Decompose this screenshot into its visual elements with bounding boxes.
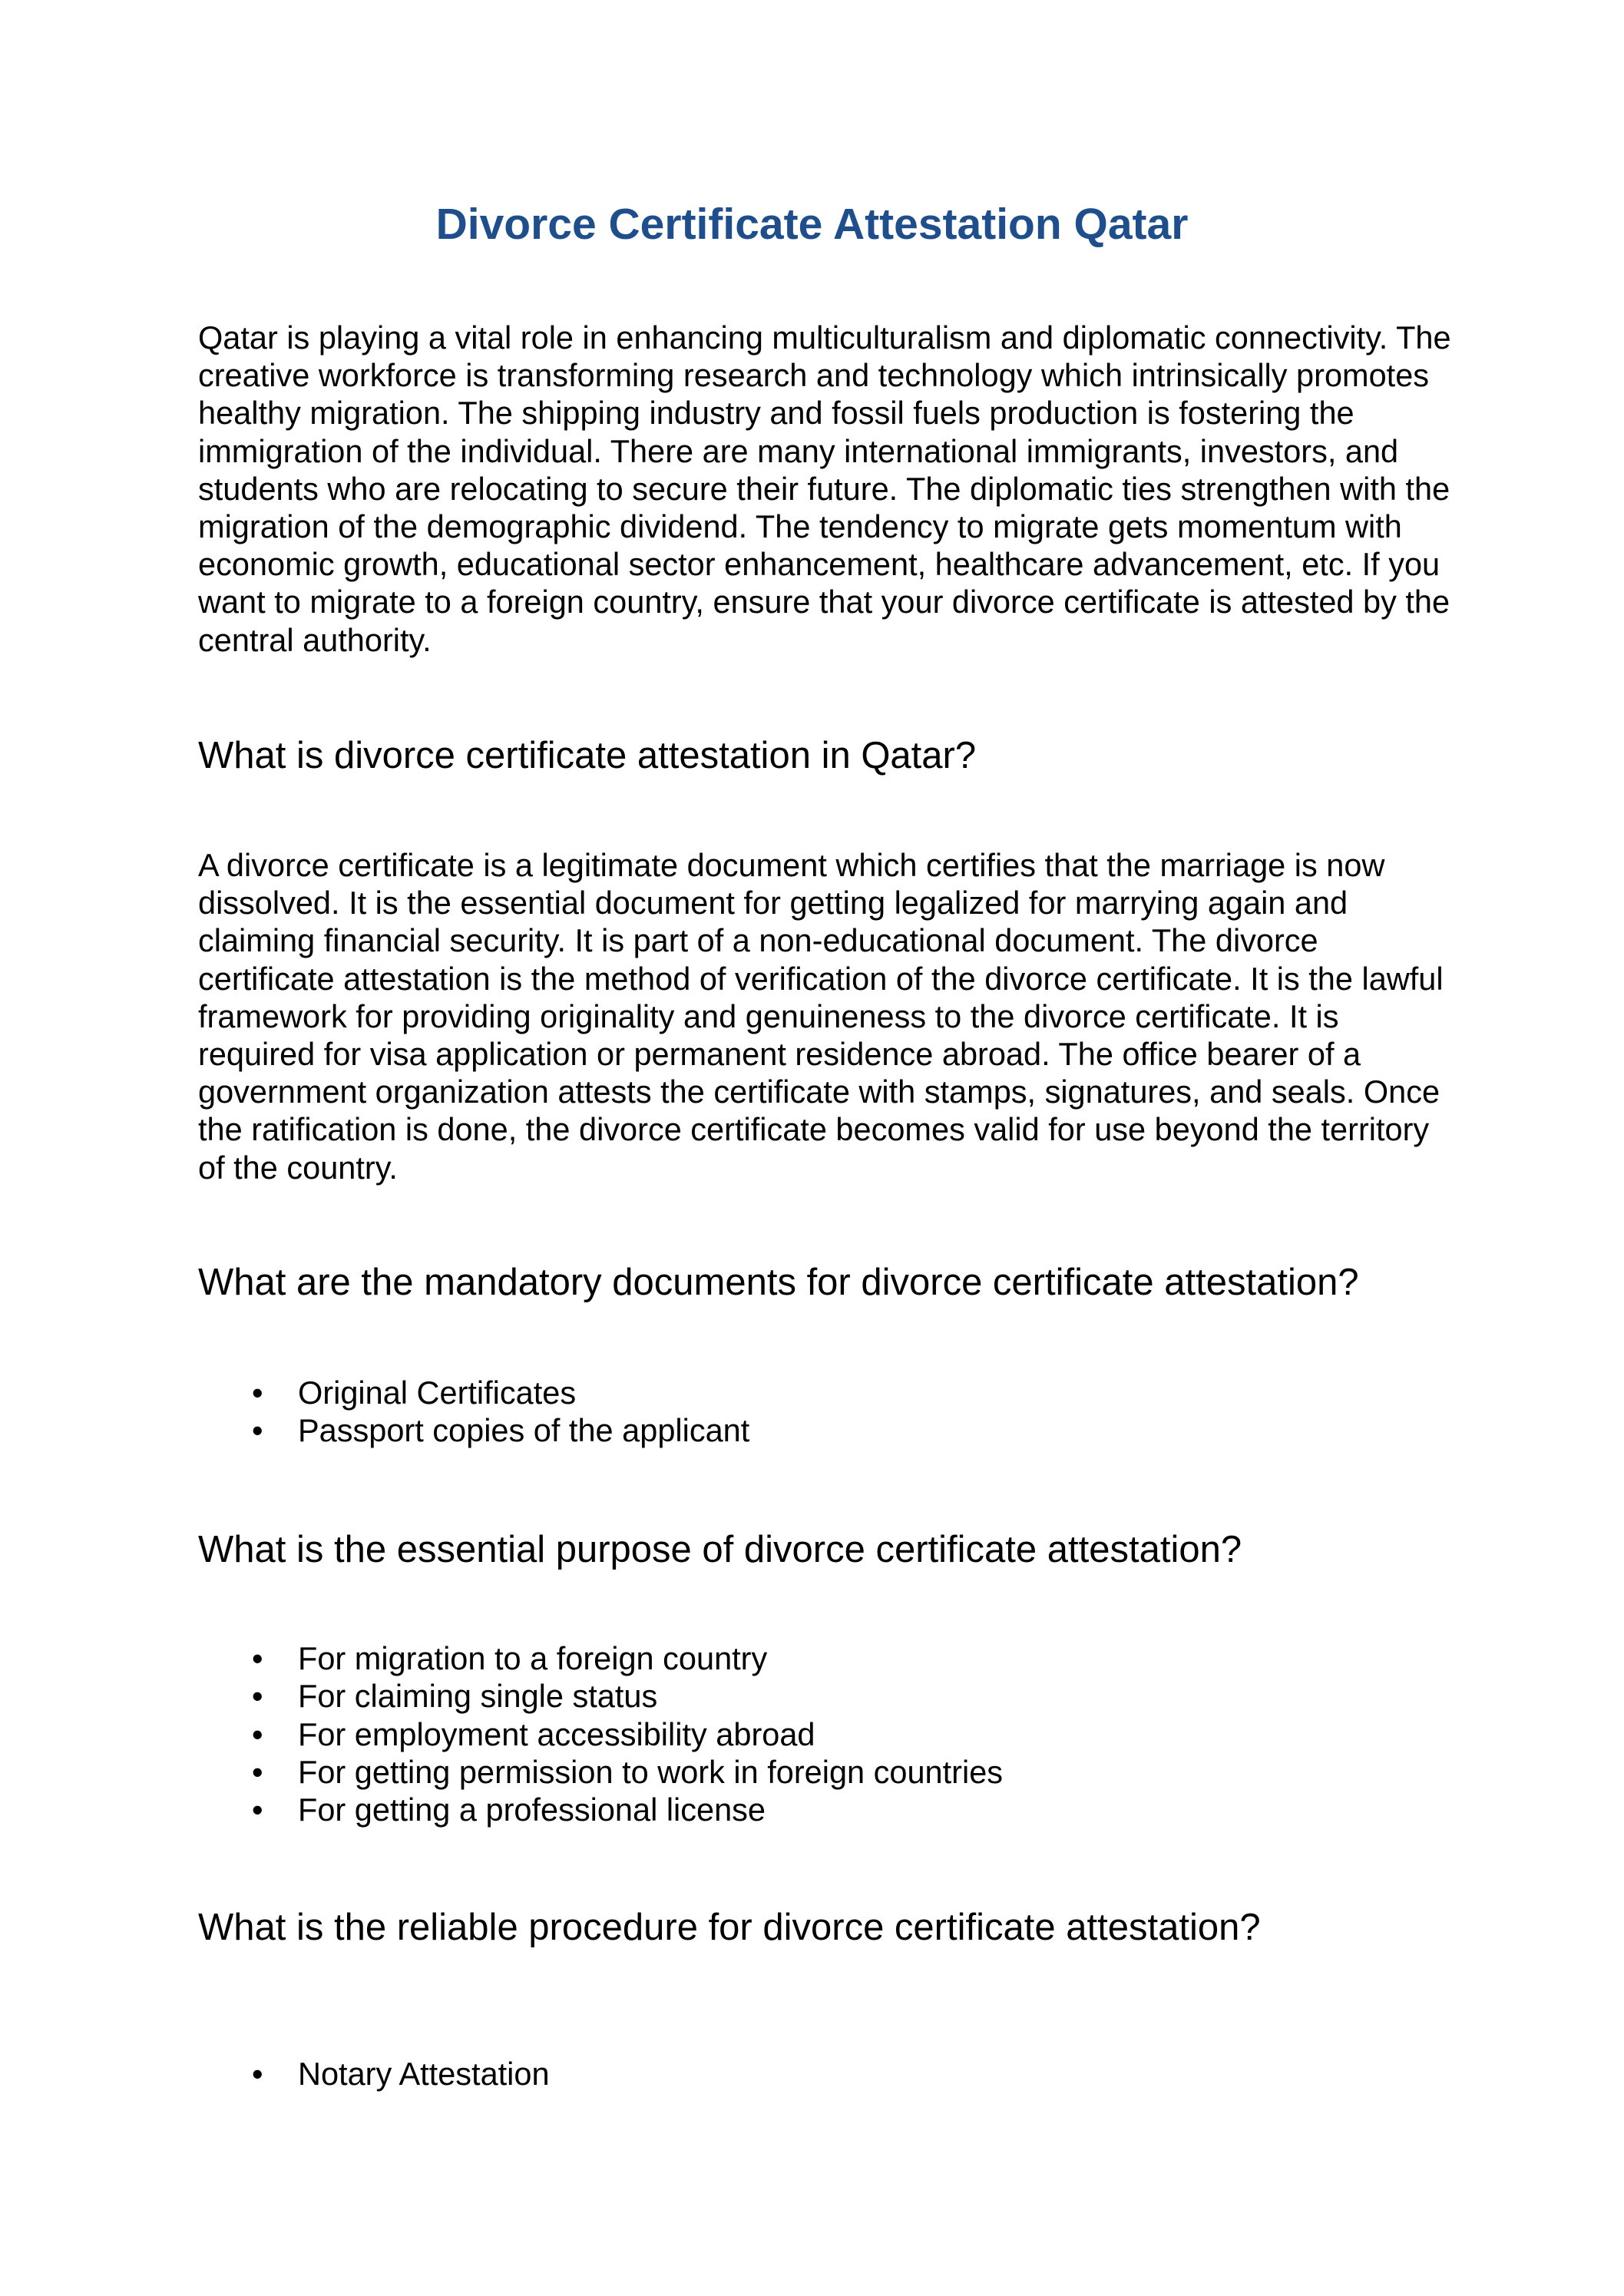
bullet-icon: •	[252, 1375, 263, 1411]
essential-purpose-list	[198, 1639, 1457, 1828]
list-item-text: Passport copies of the applicant	[298, 1412, 750, 1449]
bullet-icon: •	[252, 1640, 263, 1676]
list-item	[198, 1753, 1457, 1791]
list-item-text: For migration to a foreign country	[298, 1640, 768, 1676]
section-body-what-is: A divorce certificate is a legitimate document which certifies that the marriage is now dissolved. It is the essential document for getting legalized for marrying again and claiming financial security. It is part of a non-educational document. The divorce certificate attestation is the method of verification of the divorce certificate. It is the lawful framework for providing originality and genuineness to the divorce certificate. It is required for visa application or permanent residence abroad. The office bearer of a government organization attests the certificate with stamps, signatures, and seals. Once the ratification is done, the divorce certificate becomes valid for use beyond the territory of the country.	[198, 847, 1444, 1186]
bullet-icon: •	[252, 1412, 263, 1449]
list-item-text: For employment accessibility abroad	[298, 1715, 815, 1752]
document-title: Divorce Certificate Attestation Qatar	[435, 200, 1189, 249]
bullet-icon: •	[252, 1791, 263, 1828]
bullet-icon: •	[252, 1753, 263, 1790]
list-item-text: For getting a professional license	[298, 1791, 766, 1828]
section-heading-reliable-procedure: What is the reliable procedure for divorce certificate attestation?	[198, 1907, 1261, 1948]
list-item	[198, 1791, 1457, 1828]
mandatory-documents-list	[198, 1374, 1457, 1450]
intro-paragraph: Qatar is playing a vital role in enhancing multiculturalism and diplomatic connectivity. The creative workforce is transforming research and technology which intrinsically promotes healthy migration. The shipping industry and fossil fuels production is fostering the immigration of the individual. There are many international immigrants, investors, and students who are relocating to secure their future. The diplomatic ties strengthen with the migration of the demographic dividend. The tendency to migrate gets momentum with economic growth, educational sector enhancement, healthcare advancement, etc. If you want to migrate to a foreign country, ensure that your divorce certificate is attested by the central authority.	[198, 319, 1451, 658]
bullet-icon: •	[252, 1715, 263, 1752]
list-item	[198, 2055, 1457, 2093]
list-item-text: For getting permission to work in foreign countries	[298, 1753, 1004, 1790]
list-item	[198, 1677, 1457, 1715]
list-item	[198, 1374, 1457, 1411]
list-item-text: For claiming single status	[298, 1678, 658, 1715]
section-heading-mandatory-documents: What are the mandatory documents for divorce certificate attestation?	[198, 1262, 1359, 1303]
list-item-text: Original Certificates	[298, 1375, 577, 1411]
list-item	[198, 1639, 1457, 1677]
list-item-text: Notary Attestation	[298, 2056, 550, 2092]
bullet-icon: •	[252, 1678, 263, 1715]
bullet-icon: •	[252, 2056, 263, 2092]
section-heading-what-is: What is divorce certificate attestation in Qatar?	[198, 735, 977, 776]
list-item	[198, 1411, 1457, 1449]
reliable-procedure-list	[198, 2055, 1457, 2093]
section-heading-essential-purpose: What is the essential purpose of divorce certificate attestation?	[198, 1529, 1242, 1570]
list-item	[198, 1715, 1457, 1753]
